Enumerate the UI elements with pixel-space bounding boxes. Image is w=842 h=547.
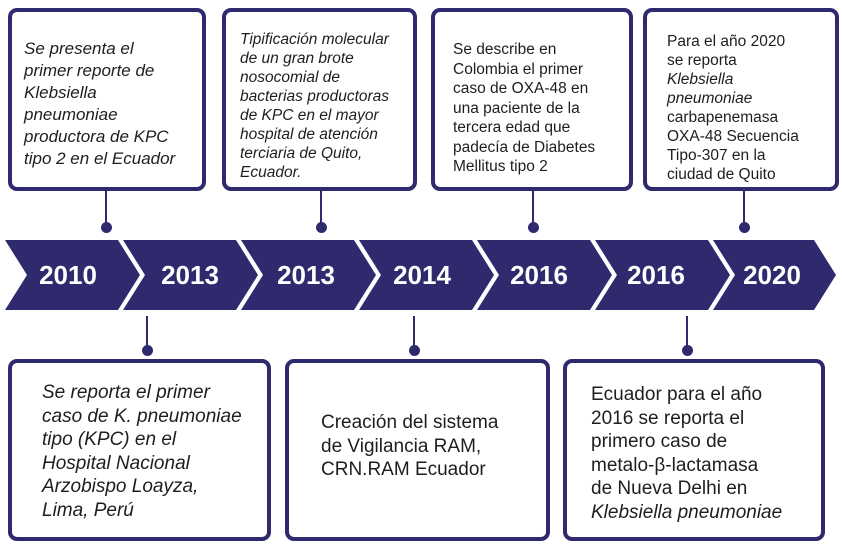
event-text-line: nosocomial de xyxy=(240,69,340,86)
event-text-line: una paciente de la xyxy=(453,99,580,117)
event-box-2016-ecuador xyxy=(563,359,825,541)
event-text-line: padecía de Diabetes xyxy=(453,138,596,156)
event-box-2014 xyxy=(285,359,550,541)
event-text-line: productora de KPC xyxy=(24,127,169,146)
event-text-line: caso de OXA-48 en xyxy=(453,80,589,97)
year-label: 2013 xyxy=(161,260,219,290)
event-text-line: de KPC en el mayor xyxy=(240,107,379,124)
event-text-line: Colombia el primer xyxy=(453,60,584,78)
connector-dot xyxy=(101,222,112,233)
event-text-line: tipo (KPC) en el xyxy=(42,429,177,450)
event-text-line: Hospital Nacional xyxy=(42,452,190,474)
event-text-line: CRN.RAM Ecuador xyxy=(321,459,486,480)
event-text-line: pneumoniae xyxy=(667,90,753,107)
event-text-line: de un gran brote xyxy=(240,50,354,67)
year-label: 2016 xyxy=(510,260,568,290)
event-box-2013-peru xyxy=(8,359,271,541)
event-box-2010 xyxy=(8,8,206,191)
event-text-line: Ecuador para el año xyxy=(591,384,763,405)
event-text-line: de Vigilancia RAM, xyxy=(321,435,482,457)
event-text-line: Tipificación molecular xyxy=(240,31,389,48)
connector-dot xyxy=(316,222,327,233)
connector-dot xyxy=(739,222,750,233)
connector-dot xyxy=(142,345,153,356)
event-text-line: Tipo-307 en la xyxy=(667,147,766,164)
event-box-2020 xyxy=(643,8,839,191)
event-text-line: Se reporta el primer xyxy=(42,382,210,403)
year-label: 2016 xyxy=(627,260,685,290)
event-box-2013-tipificacion xyxy=(222,8,417,191)
event-text-line: tipo 2 en el Ecuador xyxy=(24,149,176,168)
event-box-2016-colombia xyxy=(431,8,633,191)
event-text-line: Se describe en xyxy=(453,41,557,58)
event-text-line: Ecuador. xyxy=(240,164,302,181)
event-text-line: bacterias productoras xyxy=(240,88,390,105)
event-text-line: terciaria de Quito, xyxy=(240,145,363,162)
event-text-line: Para el año 2020 xyxy=(667,33,786,50)
event-text-line: OXA-48 Secuencia xyxy=(667,128,799,145)
event-text-line: Klebsiella xyxy=(24,83,97,102)
event-text-line: Klebsiella xyxy=(667,71,734,88)
year-label: 2014 xyxy=(393,260,451,290)
event-text-line: primer reporte de xyxy=(24,61,155,80)
event-text-line: pneumoniae xyxy=(24,105,118,124)
event-text-line: primero caso de xyxy=(591,431,728,452)
event-text-line: ciudad de Quito xyxy=(667,166,776,183)
event-text-line: Lima, Perú xyxy=(42,499,134,521)
event-text-line: metalo-β-lactamasa xyxy=(591,454,759,476)
connector-dot xyxy=(409,345,420,356)
connector-dot xyxy=(528,222,539,233)
event-text-line: Arzobispo Loayza, xyxy=(42,476,199,497)
event-text-line: Mellitus tipo 2 xyxy=(453,158,548,175)
event-text-line: caso de K. pneumoniae xyxy=(42,405,242,427)
year-label: 2013 xyxy=(277,260,335,290)
event-text-line: Creación del sistema xyxy=(321,412,499,433)
connector-line xyxy=(320,190,322,224)
event-text-line: de Nueva Delhi en xyxy=(591,478,748,499)
event-text-line: Klebsiella pneumoniae xyxy=(591,501,783,523)
event-text-line: tercera edad que xyxy=(453,119,571,136)
event-text-line: Se presenta el xyxy=(24,39,134,58)
connector-line xyxy=(743,190,745,224)
connector-line xyxy=(105,190,107,224)
event-text-line: se reporta xyxy=(667,52,737,69)
year-label: 2020 xyxy=(743,260,801,290)
event-text-line: carbapenemasa xyxy=(667,109,779,126)
connector-dot xyxy=(682,345,693,356)
connector-line xyxy=(532,190,534,224)
event-text-line: hospital de atención xyxy=(240,126,378,143)
event-text-line: 2016 se reporta el xyxy=(591,407,745,429)
year-label: 2010 xyxy=(39,260,97,290)
